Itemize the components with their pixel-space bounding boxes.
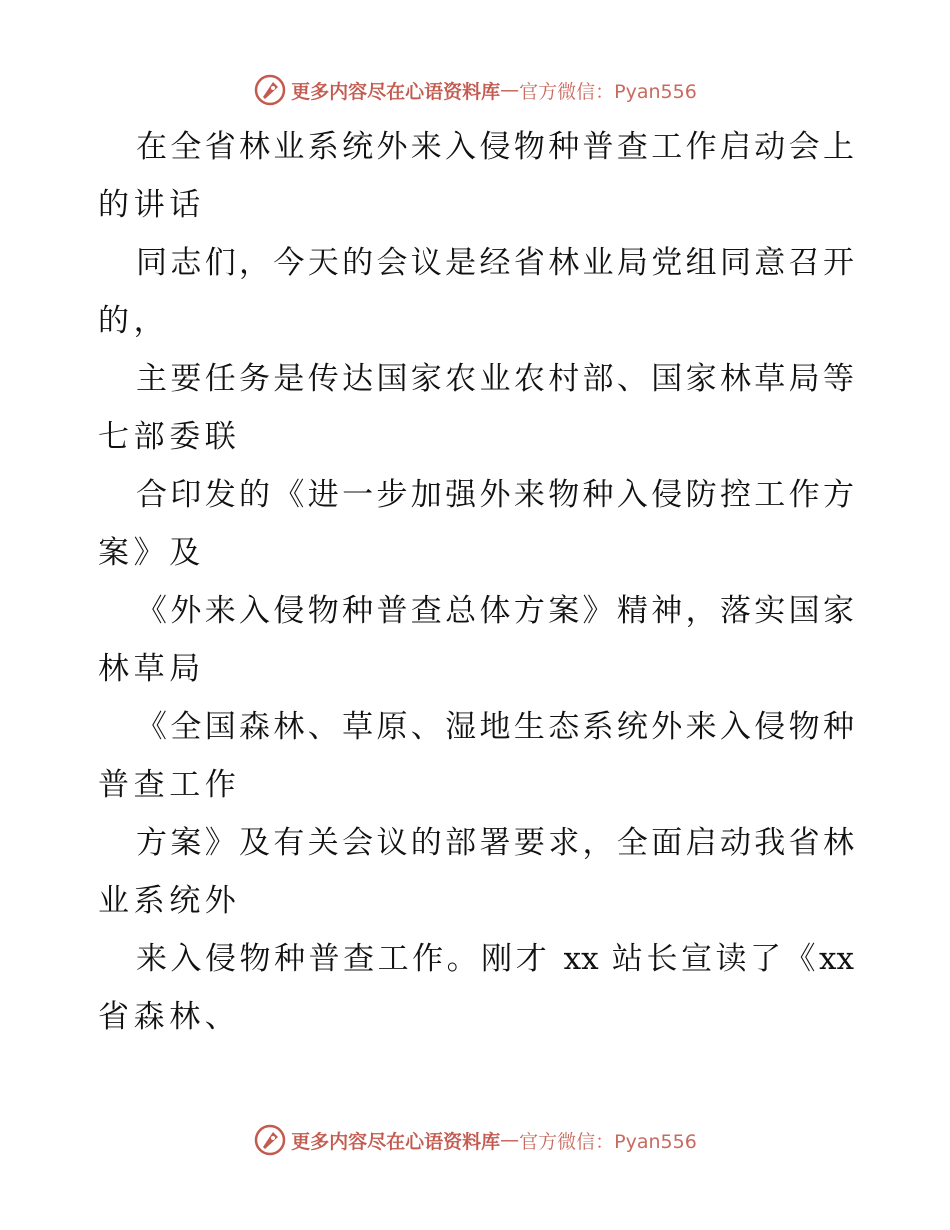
text-line: 《全国森林、草原、湿地生态系统外来入侵物种 <box>136 709 854 745</box>
text-line: 来入侵物种普查工作。刚才 xx 站长宣读了《xx <box>136 941 854 977</box>
text-line: 的讲话 <box>98 187 205 223</box>
text-line: 主要任务是传达国家农业农村部、国家林草局等 <box>136 361 854 397</box>
watermark-wechat-text: 官方微信：Pyan556 <box>519 80 697 103</box>
watermark-main-text: 更多内容尽在心语资料库 <box>291 1130 501 1153</box>
text-line: 林草局 <box>98 651 205 687</box>
text-line: 的， <box>98 303 170 339</box>
pen-nib-circle-icon <box>253 73 287 107</box>
text-line: 在全省林业系统外来入侵物种普查工作启动会上 <box>136 129 854 165</box>
watermark-wechat-text: 官方微信：Pyan556 <box>519 1130 697 1153</box>
header-watermark <box>0 70 950 110</box>
text-line: 合印发的《进一步加强外来物种入侵防控工作方 <box>136 477 854 513</box>
pen-nib-circle-icon <box>253 1123 287 1157</box>
text-line: 七部委联 <box>98 419 241 455</box>
text-line: 方案》及有关会议的部署要求，全面启动我省林 <box>136 825 854 861</box>
watermark-separator: — <box>500 1129 520 1151</box>
footer-watermark <box>0 1120 950 1160</box>
text-line: 《外来入侵物种普查总体方案》精神，落实国家 <box>136 593 854 629</box>
text-line: 案》及 <box>98 535 205 571</box>
document-body <box>98 118 854 1046</box>
text-line: 同志们，今天的会议是经省林业局党组同意召开 <box>136 245 854 281</box>
text-line: 业系统外 <box>98 883 241 919</box>
watermark-separator: — <box>500 79 520 101</box>
watermark-main-text: 更多内容尽在心语资料库 <box>291 80 501 103</box>
text-line: 省森林、 <box>98 999 241 1035</box>
text-line: 普查工作 <box>98 767 241 803</box>
